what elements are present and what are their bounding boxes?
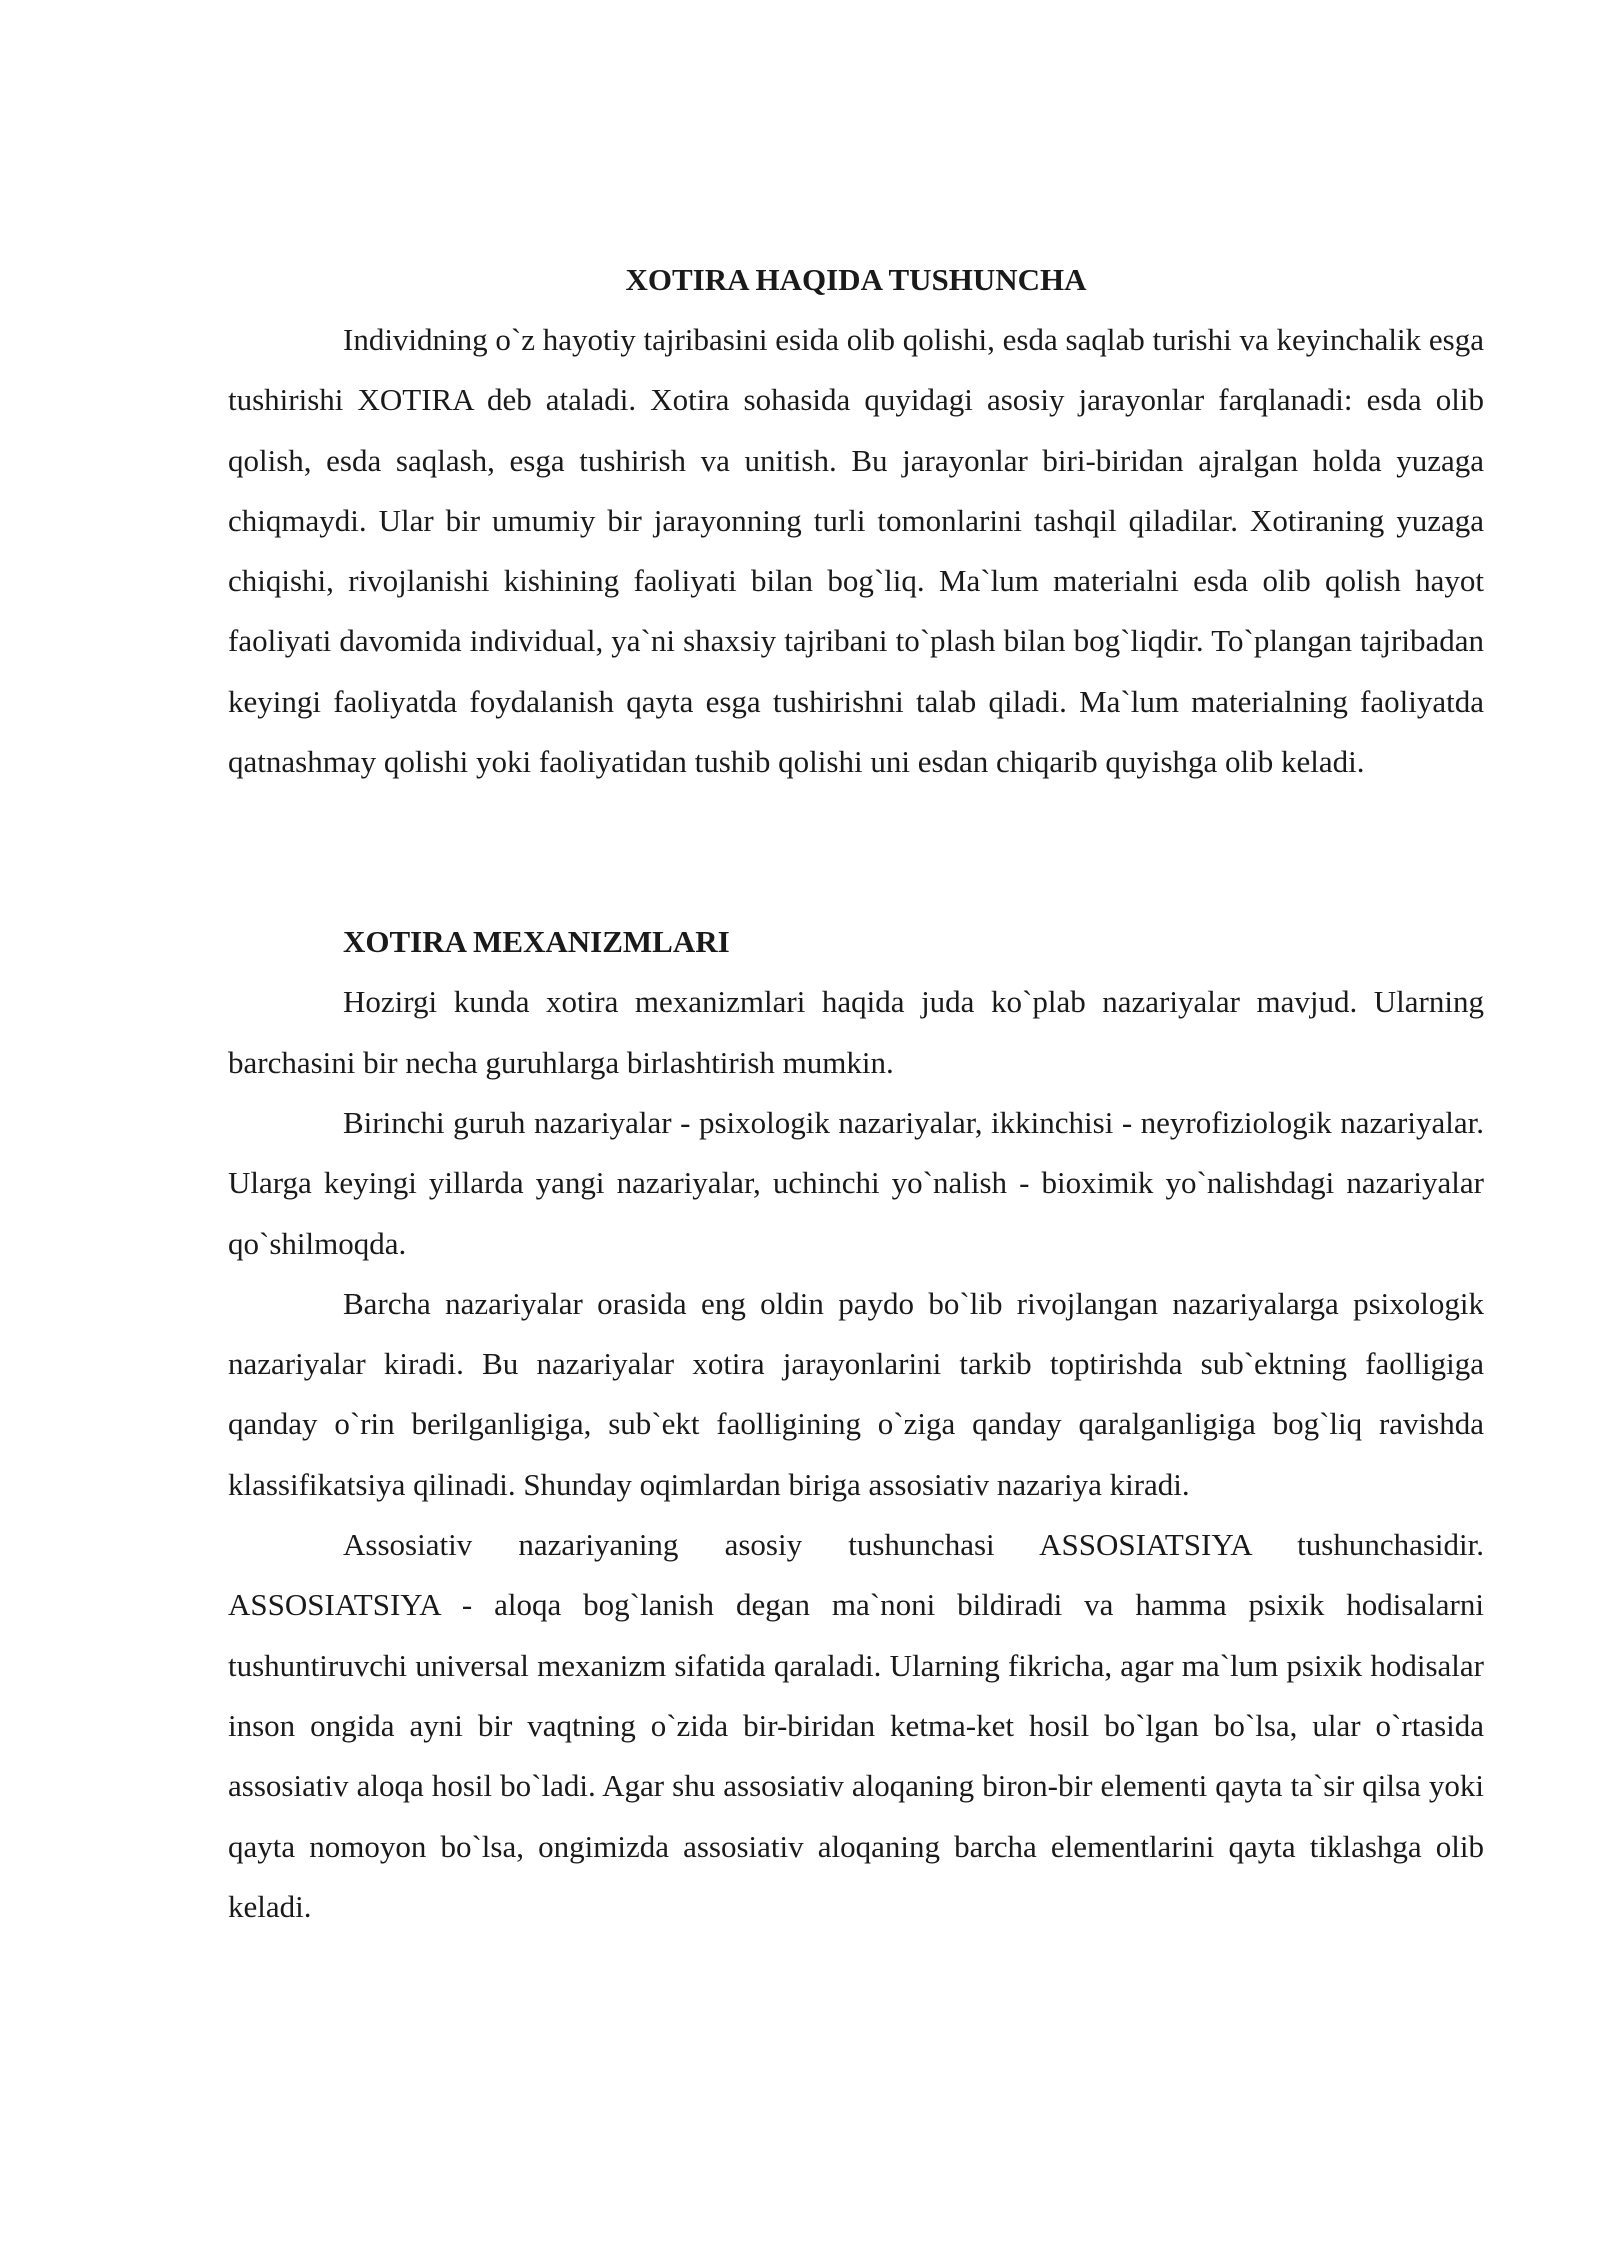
paragraph-associative-theory: Assosiativ nazariyaning asosiy tushunchasi ASSOSIATSIYA tushunchasidir. ASSOSIATSIYA - aloqa bog`lanish degan ma`noni bildiradi va hamma psixik hodisalarni tushuntiruvchi universal mexanizm sifatida qaraladi. Ularning fikricha, agar ma`lum psixik hodisalar inson ongida ayni bir vaqtning o`zida bir-biridan ketma-ket hosil bo`lgan bo`lsa, ular o`rtasida assosiativ aloqa hosil bo`ladi. Agar shu assosiativ aloqaning biron-bir elementi qayta ta`sir qilsa yoki qayta nomoyon bo`lsa, ongimizda assosiativ aloqaning barcha elementlarini qayta tiklashga olib keladi. [228,1527,1484,1924]
paragraph-psychological-theories: Barcha nazariyalar orasida eng oldin paydo bo`lib rivojlangan nazariyalarga psixologik nazariyalar kiradi. Bu nazariyalar xotira jarayonlarini tarkib toptirishda sub`ektning faolligiga qanday o`rin berilganligiga, sub`ekt faolligining o`ziga qanday qaralganligiga bog`liq ravishda klassifikatsiya qilinadi. Shunday oqimlardan biriga assosiativ nazariya kiradi. [228,1285,1484,1502]
paragraph-definition: Individning o`z hayotiy tajribasini esida olib qolishi, esda saqlab turishi va keyinchalik esga tushirishi XOTIRA deb ataladi. Xotira sohasida quyidagi asosiy jarayonlar farqlanadi: esda olib qolish, esda saqlash, esga tushirish va unitish. Bu jarayonlar biri-biridan ajralgan holda yuzaga chiqmaydi. Ular bir umumiy bir jarayonning turli tomonlarini tashqil qiladilar. Xotiraning yuzaga chiqishi, rivojlanishi kishining faoliyati bilan bog`liq. Ma`lum materialni esda olib qolish hayot faoliyati davomida individual, ya`ni shaxsiy tajribani to`plash bilan bog`liqdir. To`plangan tajribadan keyingi faoliyatda foydalanish qayta esga tushirishni talab qiladi. Ma`lum materialning faoliyatda qatnashmay qolishi yoki faoliyatidan tushib qolishi uni esdan chiqarib quyishga olib keladi. [228,322,1484,780]
document-page [228,250,1484,1937]
paragraph-theory-groups: Birinchi guruh nazariyalar - psixologik nazariyalar, ikkinchisi - neyrofiziologik nazariyalar. Ularga keyingi yillarda yangi nazariyalar, uchinchi yo`nalish - bioximik yo`nalishdagi nazariyalar qo`shilmoqda. [228,1104,1484,1261]
section-title-xotira-mexanizmlari: XOTIRA MEXANIZMLARI [343,924,730,960]
section-title-xotira-haqida: XOTIRA HAQIDA TUSHUNCHA [625,262,1087,297]
section-gap [228,792,1484,912]
paragraph-theories-intro: Hozirgi kunda xotira mexanizmlari haqida juda ko`plab nazariyalar mavjud. Ularning barchasini bir necha guruhlarga birlashtirish mumkin. [228,984,1484,1080]
